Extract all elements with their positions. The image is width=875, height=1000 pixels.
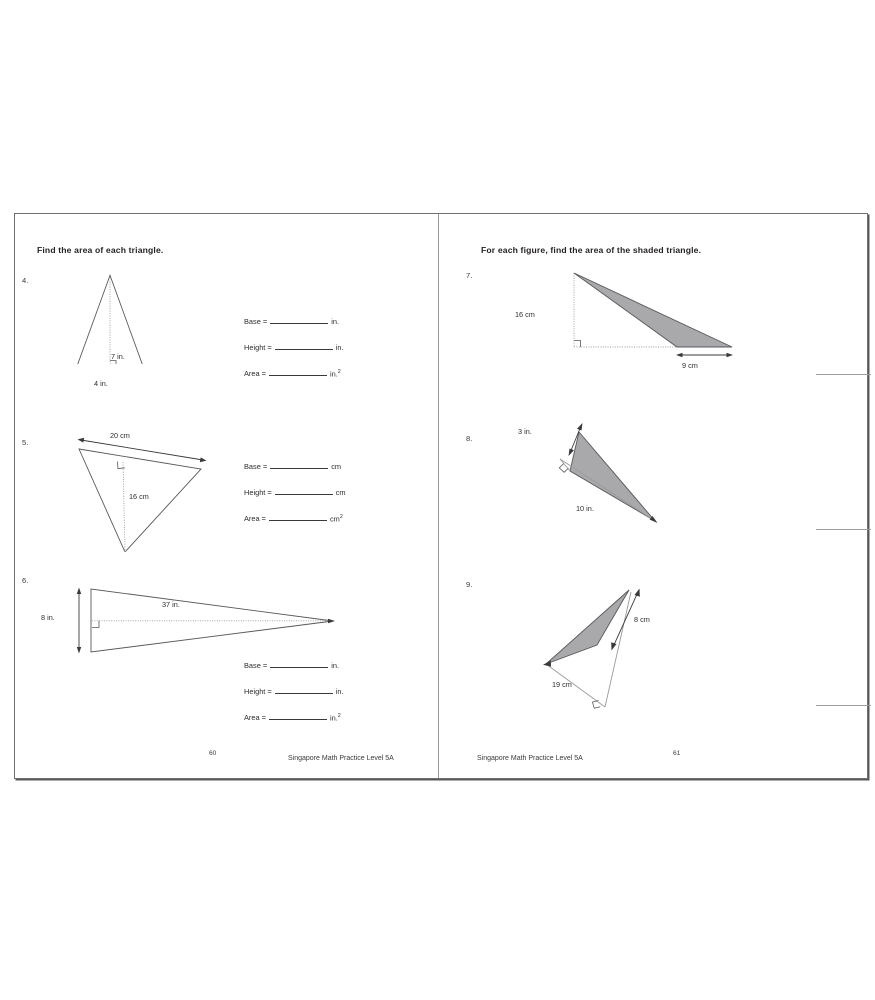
prompt-5-base-label: Base = bbox=[244, 462, 268, 471]
question-number-8: 8. bbox=[466, 434, 473, 443]
prompt-5-height bbox=[244, 486, 346, 497]
prompt-5-height-unit: cm bbox=[335, 488, 346, 497]
prompt-4-area-unit: in.$^2$ bbox=[329, 368, 341, 378]
book-spread bbox=[14, 213, 868, 779]
figure-9-base-label: 19 cm bbox=[552, 680, 572, 689]
figure-9-height-label: 8 cm bbox=[634, 615, 650, 624]
question-number-7: 7. bbox=[466, 271, 473, 280]
prompt-6-base-label: Base = bbox=[244, 661, 268, 670]
prompt-5-base-blank[interactable] bbox=[270, 460, 328, 469]
prompt-6-height-label: Height = bbox=[244, 687, 272, 696]
prompt-4-area-blank[interactable] bbox=[269, 367, 327, 376]
prompt-6-area-unit: in.$^2$ bbox=[329, 712, 341, 722]
prompt-6-area-blank[interactable] bbox=[269, 711, 327, 720]
prompt-4-area bbox=[244, 367, 341, 378]
prompt-4-height-label: Height = bbox=[244, 343, 272, 352]
prompt-6-area-label: Area = bbox=[244, 713, 266, 722]
right-page-footer-title: Singapore Math Practice Level 5A bbox=[477, 755, 583, 762]
prompt-5-base bbox=[244, 460, 341, 471]
prompt-4-area-label: Area = bbox=[244, 369, 266, 378]
question-number-6: 6. bbox=[22, 576, 29, 585]
prompt-6-base bbox=[244, 659, 339, 670]
prompt-5-height-label: Height = bbox=[244, 488, 272, 497]
left-page-heading: Find the area of each triangle. bbox=[37, 245, 164, 255]
figure-8-base-label: 10 in. bbox=[576, 504, 594, 513]
figure-problem-8 bbox=[539, 422, 699, 542]
prompt-5-area-blank[interactable] bbox=[269, 512, 327, 521]
prompt-5-area-label: Area = bbox=[244, 514, 266, 523]
figure-4-base-label: 4 in. bbox=[94, 379, 108, 388]
left-page-number: 60 bbox=[209, 750, 217, 757]
prompt-6-height-unit: in. bbox=[335, 687, 344, 696]
answer-line-9[interactable] bbox=[816, 705, 871, 706]
left-page bbox=[15, 214, 438, 778]
figure-4-height-label: 7 in. bbox=[111, 352, 125, 361]
figure-5-base-label: 20 cm bbox=[110, 431, 130, 440]
figure-problem-4 bbox=[55, 269, 185, 364]
figure-6-height-label: 8 in. bbox=[41, 613, 55, 622]
question-number-4: 4. bbox=[22, 276, 29, 285]
right-page-number: 61 bbox=[673, 750, 681, 757]
left-page-footer-title: Singapore Math Practice Level 5A bbox=[288, 755, 394, 762]
prompt-4-height-blank[interactable] bbox=[275, 341, 333, 350]
figure-problem-6 bbox=[55, 582, 335, 662]
prompt-4-base-blank[interactable] bbox=[270, 315, 328, 324]
figure-6-base-label: 37 in. bbox=[162, 600, 180, 609]
prompt-5-area bbox=[244, 512, 343, 523]
answer-line-8[interactable] bbox=[816, 529, 871, 530]
prompt-5-height-blank[interactable] bbox=[275, 486, 333, 495]
figure-7-height-label: 16 cm bbox=[515, 310, 535, 319]
figure-problem-7 bbox=[539, 266, 739, 376]
question-number-5: 5. bbox=[22, 438, 29, 447]
prompt-6-area bbox=[244, 711, 341, 722]
prompt-4-base-label: Base = bbox=[244, 317, 268, 326]
right-page-heading: For each figure, find the area of the shaded triangle. bbox=[481, 245, 702, 255]
figure-7-base-label: 9 cm bbox=[682, 361, 698, 370]
answer-line-7[interactable] bbox=[816, 374, 871, 375]
prompt-4-height bbox=[244, 341, 344, 352]
prompt-5-base-unit: cm bbox=[331, 462, 342, 471]
prompt-6-height bbox=[244, 685, 344, 696]
prompt-6-height-blank[interactable] bbox=[275, 685, 333, 694]
right-page bbox=[439, 214, 868, 778]
prompt-6-base-blank[interactable] bbox=[270, 659, 328, 668]
prompt-6-base-unit: in. bbox=[331, 661, 340, 670]
prompt-4-base-unit: in. bbox=[331, 317, 340, 326]
figure-problem-9 bbox=[529, 566, 714, 711]
prompt-4-height-unit: in. bbox=[335, 343, 344, 352]
figure-8-height-label: 3 in. bbox=[518, 427, 532, 436]
prompt-5-area-unit: $cm^2$ bbox=[329, 513, 343, 523]
question-number-9: 9. bbox=[466, 580, 473, 589]
prompt-4-base bbox=[244, 315, 339, 326]
figure-5-height-label: 16 cm bbox=[129, 492, 149, 501]
